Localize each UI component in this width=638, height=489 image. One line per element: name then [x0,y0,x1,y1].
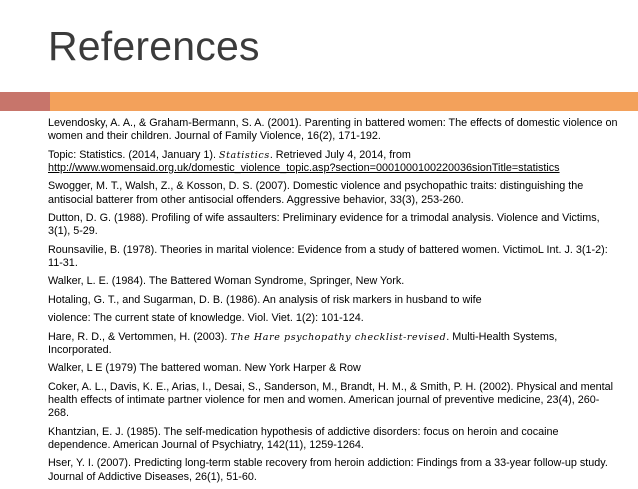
reference-text: Topic: Statistics. (2014, January 1). [48,148,220,161]
reference-text: . Multi-Health Systems, Incorporated. [48,330,561,356]
accent-bar-left [0,92,50,111]
reference-item [48,362,620,375]
reference-text: Hotaling, G. T., and Sugarman, D. B. (1986). An analysis of risk markers in husband to wife [48,293,482,306]
reference-text: Walker, L. E. (1984). The Battered Woman Syndrome, Springer, New York. [48,275,405,288]
reference-text: Coker, A. L., Davis, K. E., Arias, I., Desai, S., Sanderson, M., Brandt, H. M., & Smith, P. H. (2002). Physical and mental health effects of intimate partner violence for men and women. American journal of preventive medicine, 23(4), 260-268. [48,380,617,420]
reference-text: Khantzian, E. J. (1985). The self-medication hypothesis of addictive disorders: focus on heroin and cocaine dependence. American Journal of Psychiatry, 142(11), 1259-1264. [48,425,562,451]
reference-item [48,426,620,453]
slide-title: References [48,23,260,69]
reference-item [48,381,620,421]
reference-text: violence: The current state of knowledge. Viol. Viet. 1(2): 101-124. [48,312,364,325]
reference-item [48,117,620,144]
reference-item [48,212,620,239]
reference-link[interactable]: http://www.womensaid.org.uk/domestic_violence_topic.asp?section=0001000100220036sionTitle=statistics [48,161,560,174]
reference-text: Walker, L E (1979) The battered woman. New York Harper & Row [48,362,361,375]
reference-item [48,294,620,307]
reference-item [48,331,620,358]
reference-item [48,180,620,207]
reference-text: Swogger, M. T., Walsh, Z., & Kosson, D. S. (2007). Domestic violence and psychopathic traits: distinguishing the antisocial batterer from other antisocial offenders. Aggressive behavior, 33(3), 253-260. [48,180,587,206]
reference-item [48,275,620,288]
reference-text: Rounsavilie, B. (1978). Theories in marital violence: Evidence from a study of battered women. VictimoL Int. J. 3(1-2): 11-31. [48,243,611,270]
reference-item [48,312,620,325]
reference-text: Dutton, D. G. (1988). Profiling of wife assaulters: Preliminary evidence for a trimodal analysis. Violence and Victims, 3(1), 5-29. [48,212,603,238]
reference-text: Hser, Y. I. (2007). Predicting long-term stable recovery from heroin addiction: Findings from a 33-year follow-up study. Journal of Addictive Diseases, 26(1), 51-60. [48,457,611,483]
reference-text: . Retrieved July 4, 2014, from [269,148,414,161]
reference-item [48,457,620,484]
reference-italic-title: Statistics [219,149,270,161]
reference-list [48,117,620,489]
reference-text: Levendosky, A. A., & Graham-Bermann, S. A. (2001). Parenting in battered women: The effects of domestic violence on women and their children. Journal of Family Violence, 16(2), 171-192. [48,117,621,143]
accent-bar-right [50,92,638,111]
reference-item [48,244,620,271]
reference-item [48,149,620,176]
reference-text: Hare, R. D., & Vertommen, H. (2003). [48,330,231,343]
reference-italic-title: The Hare psychopathy checklist-revised [230,331,447,343]
